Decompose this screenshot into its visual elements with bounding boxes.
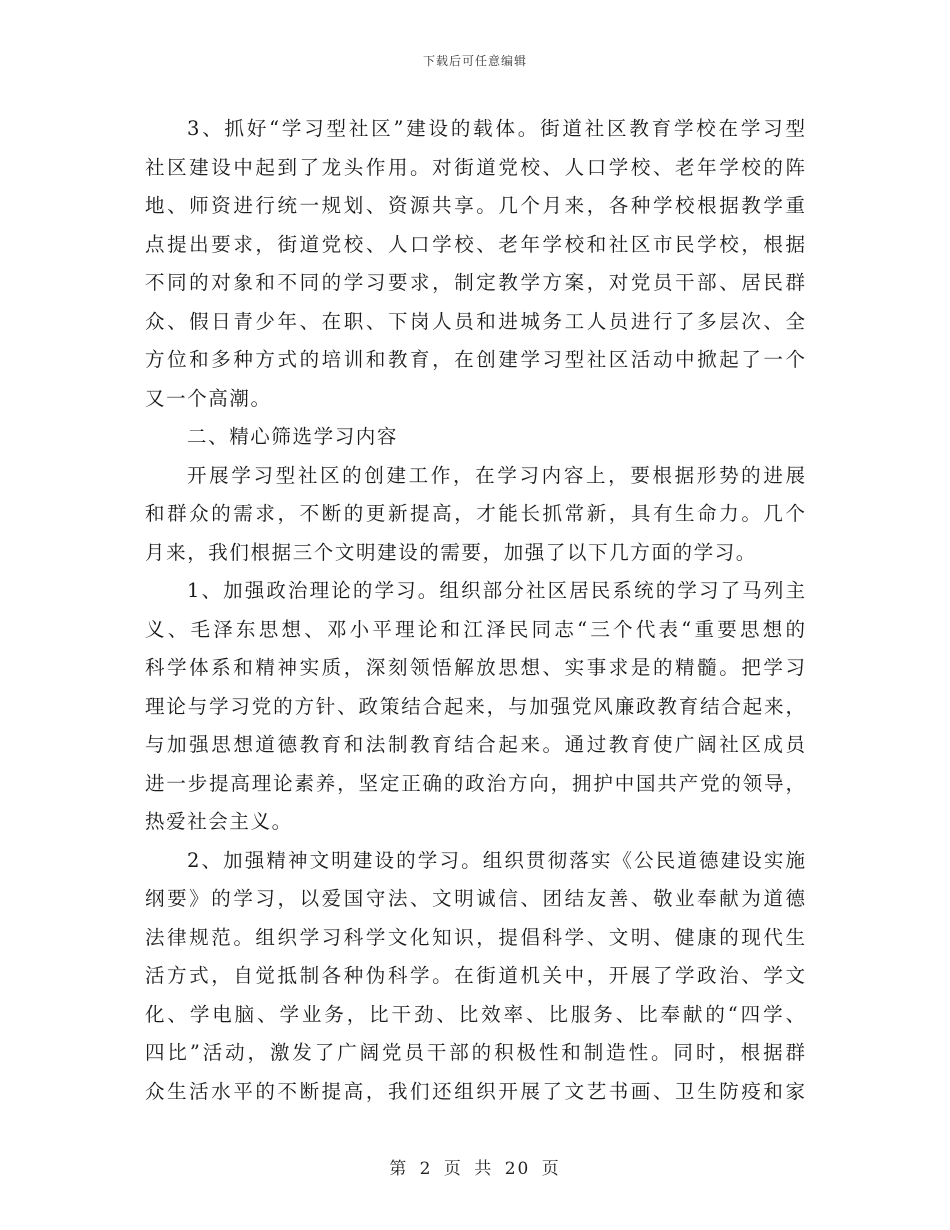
text-line: 方位和多种方式的培训和教育，在创建学习型社区活动中掀起了一个 <box>145 348 805 371</box>
page-header: 下载后可任意编辑 <box>422 54 527 68</box>
text-line: 点提出要求，街道党校、人口学校、老年学校和社区市民学校，根据 <box>145 232 805 256</box>
text-line: 四比”活动，激发了广阔党员干部的积极性和制造性。同时，根据群 <box>145 1041 805 1064</box>
text-line: 3、抓好“学习型社区”建设的载体。街道社区教育学校在学习型 <box>187 117 805 140</box>
text-line: 理论与学习党的方针、政策结合起来，与加强党风廉政教育结合起来， <box>145 694 805 718</box>
text-line: 活方式，自觉抵制各种伪科学。在街道机关中，开展了学政治、学文 <box>145 964 805 987</box>
text-line: 义、毛泽东思想、邓小平理论和江泽民同志“三个代表“重要思想的 <box>145 617 805 641</box>
text-line: 法律规范。组织学习科学文化知识，提倡科学、文明、健康的现代生 <box>145 925 805 949</box>
text-line: 开展学习型社区的创建工作，在学习内容上，要根据形势的进展 <box>187 463 805 487</box>
text-line: 科学体系和精神实质，深刻领悟解放思想、实事求是的精髓。把学习 <box>145 656 805 679</box>
text-line: 进一步提高理论素养，坚定正确的政治方向，拥护中国共产党的领导， <box>145 771 805 795</box>
document-body <box>145 110 805 1111</box>
text-line: 化、学电脑、学业务，比干劲、比效率、比服务、比奉献的“四学、 <box>145 1002 805 1026</box>
text-line: 众生活水平的不断提高，我们还组织开展了文艺书画、卫生防疫和家 <box>145 1079 805 1103</box>
text-line: 纲要》的学习，以爱国守法、文明诚信、团结友善、敬业奉献为道德 <box>145 887 805 910</box>
section-heading: 二、精心筛选学习内容 <box>187 425 399 448</box>
text-line: 不同的对象和不同的学习要求，制定教学方案，对党员干部、居民群 <box>145 271 805 294</box>
text-line: 热爱社会主义。 <box>145 810 293 833</box>
text-line: 地、师资进行统一规划、资源共享。几个月来，各种学校根据教学重 <box>145 194 805 217</box>
text-line: 众、假日青少年、在职、下岗人员和进城务工人员进行了多层次、全 <box>145 309 805 333</box>
page-number-footer: 第 2 页 共 20 页 <box>389 1159 561 1179</box>
text-line: 月来，我们根据三个文明建设的需要，加强了以下几方面的学习。 <box>145 540 757 564</box>
text-line: 社区建设中起到了龙头作用。对街道党校、人口学校、老年学校的阵 <box>145 155 805 179</box>
text-line: 又一个高潮。 <box>145 386 272 410</box>
text-line: 2、加强精神文明建设的学习。组织贯彻落实《公民道德建设实施 <box>187 848 805 872</box>
text-line: 1、加强政治理论的学习。组织部分社区居民系统的学习了马列主 <box>187 579 805 602</box>
text-line: 与加强思想道德教育和法制教育结合起来。通过教育使广阔社区成员 <box>145 733 805 756</box>
text-line: 和群众的需求，不断的更新提高，才能长抓常新，具有生命力。几个 <box>145 502 805 525</box>
